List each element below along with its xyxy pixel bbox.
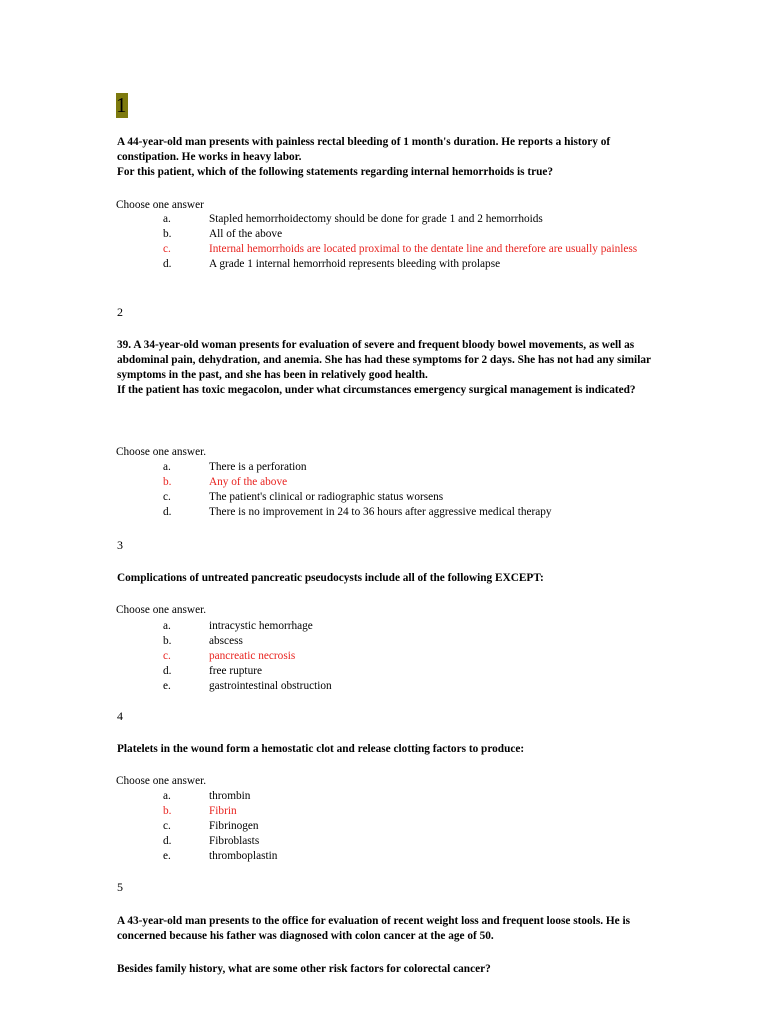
answer-option[interactable]: e. thromboplastin: [163, 850, 278, 862]
question-stem: [117, 742, 657, 757]
question-stem-text: A 43-year-old man presents to the office for evaluation of recent weight loss and frequent loose stools. He is concerned because his father was diagnosed with colon cancer at the age of 50.: [117, 915, 631, 942]
question-stem-text: A 44-year-old man presents with painless rectal bleeding of 1 month's duration. He reports a history of constipation. He works in heavy labor. For this patient, which of the following statements regarding internal hemorrhoids is true?: [117, 136, 611, 178]
answer-option[interactable]: b. abscess: [163, 635, 243, 647]
answer-options: [163, 789, 663, 864]
choose-prompt: Choose one answer.: [116, 446, 207, 458]
question-number: 1: [116, 93, 127, 117]
answer-option[interactable]: e. gastrointestinal obstruction: [163, 680, 332, 692]
answer-option[interactable]: c. The patient's clinical or radiographic status worsens: [163, 491, 444, 503]
answer-option[interactable]: d. free rupture: [163, 665, 262, 677]
choose-prompt: Choose one answer.: [116, 604, 207, 616]
answer-options: [163, 460, 663, 520]
answer-option[interactable]: b. All of the above: [163, 228, 283, 240]
question-stem: [117, 135, 657, 180]
answer-option-correct[interactable]: b. Any of the above: [163, 476, 288, 488]
question-stem-text: Besides family history, what are some other risk factors for colorectal cancer?: [117, 963, 491, 975]
answer-options: [163, 212, 663, 272]
question-number: 3: [117, 538, 123, 552]
question-stem-text: 39. A 34-year-old woman presents for evaluation of severe and frequent bloody bowel movements, as well as abdominal pain, dehydration, and anemia. She has had these symptoms for 2 days. She has not had any similar symptoms in the past, and she has been in relatively good health. If the patient has toxic megacolon, under what circumstances emergency surgical management is indicated?: [117, 339, 651, 396]
question-stem-text: Complications of untreated pancreatic pseudocysts include all of the following EXCEPT:: [117, 572, 544, 584]
answer-options: [163, 619, 663, 694]
answer-option[interactable]: a. thrombin: [163, 790, 251, 802]
question-stem: [117, 571, 657, 586]
answer-option-correct[interactable]: c. pancreatic necrosis: [163, 650, 296, 662]
choose-prompt: Choose one answer: [116, 199, 204, 211]
question-stem: [117, 338, 657, 398]
answer-option-correct[interactable]: c. Internal hemorrhoids are located proximal to the dentate line and therefore are usually painless: [163, 243, 638, 255]
answer-option[interactable]: a. Stapled hemorrhoidectomy should be done for grade 1 and 2 hemorrhoids: [163, 213, 543, 225]
question-number-highlight: [116, 93, 128, 118]
answer-option[interactable]: d. A grade 1 internal hemorrhoid represents bleeding with prolapse: [163, 258, 501, 270]
question-stem-text: Platelets in the wound form a hemostatic clot and release clotting factors to produce:: [117, 743, 525, 755]
answer-option[interactable]: a. There is a perforation: [163, 461, 307, 473]
answer-option[interactable]: c. Fibrinogen: [163, 820, 259, 832]
question-stem-followup: [117, 962, 657, 977]
answer-option[interactable]: d. There is no improvement in 24 to 36 hours after aggressive medical therapy: [163, 506, 552, 518]
question-number: 2: [117, 305, 123, 319]
choose-prompt: Choose one answer.: [116, 775, 207, 787]
question-number: 5: [117, 880, 123, 894]
answer-option[interactable]: d. Fibroblasts: [163, 835, 260, 847]
answer-option[interactable]: a. intracystic hemorrhage: [163, 620, 313, 632]
question-stem: [117, 914, 657, 944]
question-number: 4: [117, 709, 123, 723]
answer-option-correct[interactable]: b. Fibrin: [163, 805, 237, 817]
